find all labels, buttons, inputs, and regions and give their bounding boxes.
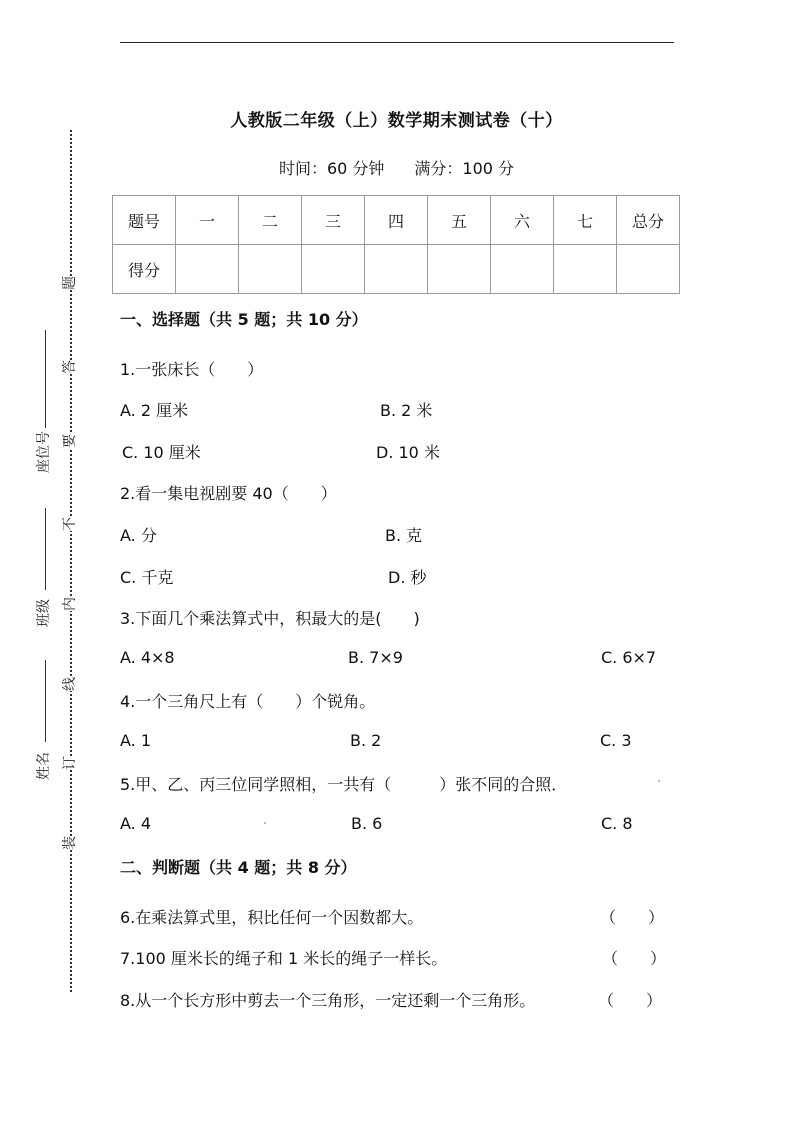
answer-paren[interactable]: （ ）: [600, 908, 665, 927]
option: B. 7×9: [348, 648, 403, 667]
table-cell: 总分: [617, 196, 680, 245]
option: A. 2 厘米: [120, 401, 189, 420]
score-input-cell[interactable]: [176, 245, 239, 294]
option: A. 分: [120, 526, 157, 545]
table-cell: 四: [365, 196, 428, 245]
question-6: 6.在乘法算式里，积比任何一个因数都大。: [120, 908, 424, 927]
option: C. 3: [600, 731, 632, 750]
section-heading: 二、判断题（共 4 题；共 8 分）: [120, 858, 357, 877]
score-input-cell[interactable]: [302, 245, 365, 294]
option: C. 千克: [120, 568, 174, 587]
question-8: 8.从一个长方形中剪去一个三角形，一定还剩一个三角形。: [120, 991, 536, 1010]
score-input-cell[interactable]: [617, 245, 680, 294]
table-score-row: [113, 245, 680, 294]
seat-number-label: 座位号: [36, 431, 52, 473]
option: C. 8: [601, 814, 633, 833]
seal-char: 要: [58, 434, 80, 448]
name-line[interactable]: [45, 660, 46, 742]
seat-number-line[interactable]: [45, 330, 46, 428]
score-input-cell[interactable]: [554, 245, 617, 294]
seal-char: 题: [58, 276, 80, 290]
table-cell: 七: [554, 196, 617, 245]
seal-char: 订: [58, 756, 80, 770]
top-rule: [120, 42, 674, 43]
question-5: 5.甲、乙、丙三位同学照相，一共有（ ）张不同的合照．: [120, 775, 568, 794]
binding-dotted-line: [70, 130, 72, 992]
score-input-cell[interactable]: [239, 245, 302, 294]
question-7: 7.100 厘米长的绳子和 1 米长的绳子一样长。: [120, 949, 448, 968]
page-title: 人教版二年级（上）数学期末测试卷（十）: [230, 111, 563, 131]
seal-char: 不: [58, 517, 80, 531]
question-3: 3.下面几个乘法算式中，积最大的是( ): [120, 609, 420, 628]
scan-speck: [658, 780, 660, 782]
option: B. 克: [385, 526, 423, 545]
option: A. 1: [120, 731, 152, 750]
table-cell: 六: [491, 196, 554, 245]
score-input-cell[interactable]: [428, 245, 491, 294]
class-line[interactable]: [45, 508, 46, 590]
exam-info: [0, 156, 793, 179]
option: B. 6: [351, 814, 383, 833]
time-limit: 时间：60 分钟: [278, 159, 385, 178]
table-cell: 五: [428, 196, 491, 245]
table-cell: 得分: [113, 245, 176, 294]
question-4: 4.一个三角尺上有（ ）个锐角。: [120, 692, 376, 711]
answer-paren[interactable]: （ ）: [598, 991, 663, 1010]
seal-char: 线: [58, 677, 80, 691]
section-heading: 一、选择题（共 5 题；共 10 分）: [120, 310, 368, 329]
question-1: 1.一张床长（ ）: [120, 360, 264, 379]
answer-paren[interactable]: （ ）: [602, 949, 667, 968]
option: A. 4: [120, 814, 152, 833]
option: B. 2: [350, 731, 382, 750]
table-header-row: [113, 196, 680, 245]
name-label: 姓名: [36, 752, 52, 780]
question-2: 2.看一集电视剧要 40（ ）: [120, 484, 337, 503]
option: D. 10 米: [376, 443, 440, 462]
table-cell: 二: [239, 196, 302, 245]
option: A. 4×8: [120, 648, 175, 667]
option: C. 10 厘米: [122, 443, 201, 462]
full-score: 满分：100 分: [414, 159, 515, 178]
option: D. 秒: [388, 568, 427, 587]
score-table: [112, 195, 680, 294]
option: C. 6×7: [601, 648, 657, 667]
seal-char: 内: [58, 597, 80, 611]
table-cell: 题号: [113, 196, 176, 245]
table-cell: 一: [176, 196, 239, 245]
seal-char: 装: [58, 836, 80, 850]
seal-char: 答: [58, 360, 80, 374]
class-label: 班级: [36, 599, 52, 627]
scan-speck: [264, 822, 266, 824]
option: B. 2 米: [380, 401, 433, 420]
score-input-cell[interactable]: [491, 245, 554, 294]
score-input-cell[interactable]: [365, 245, 428, 294]
table-cell: 三: [302, 196, 365, 245]
